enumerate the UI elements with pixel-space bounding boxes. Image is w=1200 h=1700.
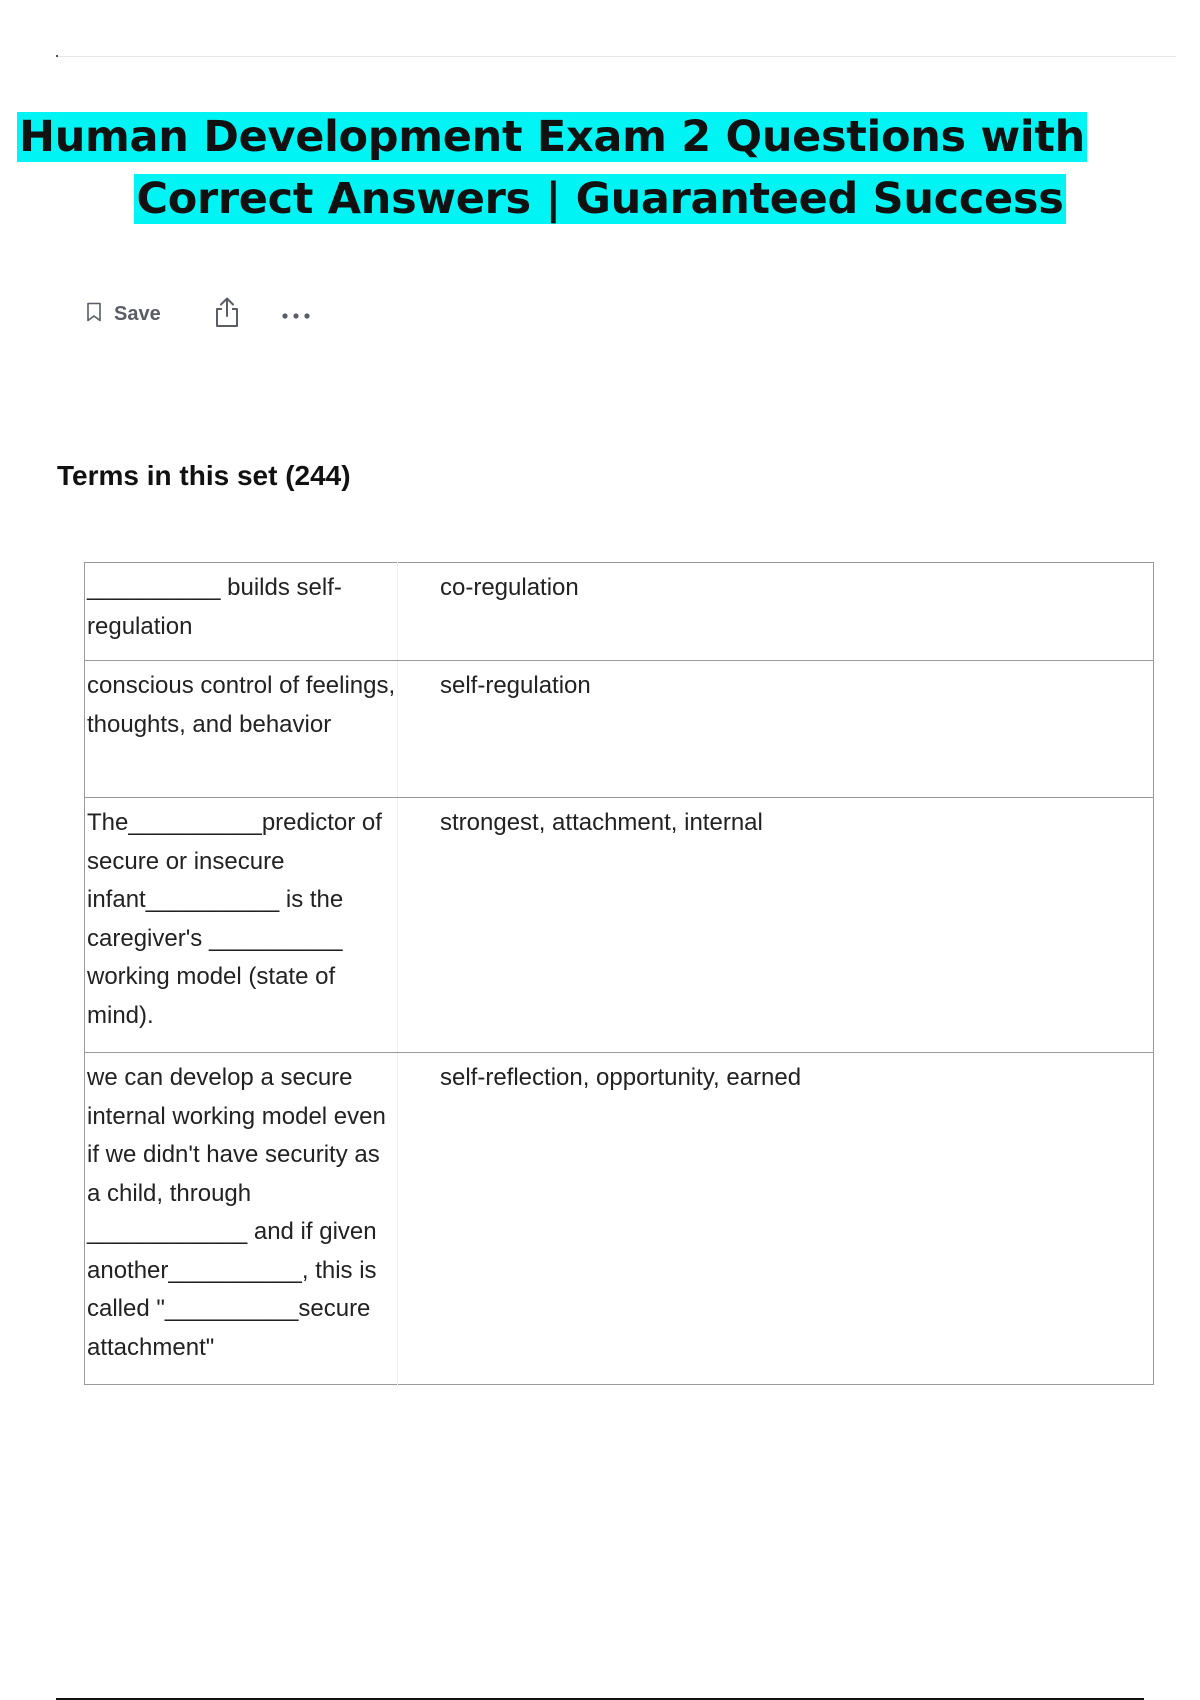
terms-heading: Terms in this set (244) bbox=[57, 460, 351, 491]
top-dot bbox=[56, 55, 58, 57]
term-row bbox=[85, 563, 1154, 661]
definition-cell: self-reflection, opportunity, earned bbox=[440, 1064, 802, 1091]
save-button[interactable] bbox=[86, 302, 161, 326]
title-line-1: Human Development Exam 2 Questions with bbox=[19, 112, 1085, 162]
title-line-2: Correct Answers | Guaranteed Success bbox=[136, 174, 1064, 224]
save-label: Save bbox=[114, 302, 161, 325]
set-toolbar bbox=[86, 294, 311, 334]
terms-table bbox=[84, 562, 1154, 1385]
definition-cell: strongest, attachment, internal bbox=[398, 798, 1154, 1053]
term-cell: __________ builds self-regulation bbox=[85, 563, 398, 661]
term-cell: The__________predictor of secure or insecure infant__________ is the caregiver's __________ working model (state of mind). bbox=[85, 798, 398, 1053]
more-options-button[interactable] bbox=[281, 305, 311, 324]
more-icon bbox=[281, 305, 311, 324]
bookmark-icon bbox=[86, 302, 102, 326]
share-button[interactable] bbox=[213, 296, 241, 332]
definition-cell: self-regulation bbox=[398, 661, 1154, 798]
term-row bbox=[85, 1053, 1154, 1385]
term-cell: conscious control of feelings, thoughts, and behavior bbox=[85, 661, 398, 798]
term-cell: we can develop a secure internal working model even if we didn't have security as a child, through ____________ and if given another__________, this is called "__________secure attachment" bbox=[85, 1053, 398, 1385]
term-row bbox=[85, 798, 1154, 1053]
term-row bbox=[85, 661, 1154, 798]
top-divider bbox=[56, 56, 1176, 57]
definition-cell: co-regulation bbox=[398, 563, 1154, 661]
share-icon bbox=[213, 296, 241, 332]
page-title bbox=[0, 106, 1200, 230]
